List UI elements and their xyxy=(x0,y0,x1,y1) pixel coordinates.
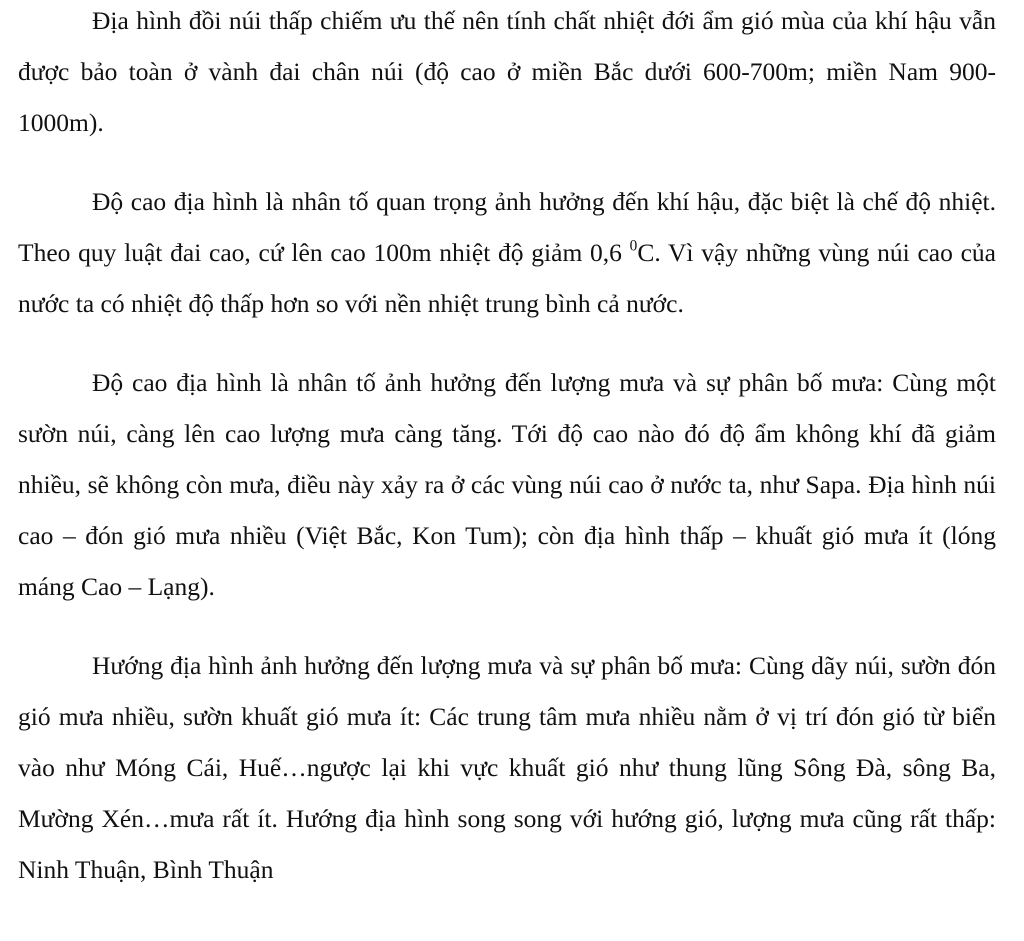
paragraph-altitude-temperature xyxy=(18,176,996,329)
paragraph-terrain-direction-rainfall: Hướng địa hình ảnh hưởng đến lượng mưa và sự phân bố mưa: Cùng dãy núi, sườn đón gió mưa nhiều, sườn khuất gió mưa ít: Các trung tâm mưa nhiều nằm ở vị trí đón gió từ biển vào như Móng Cái, Huế…ngược lại khi vực khuất gió như thung lũng Sông Đà, sông Ba, Mường Xén…mưa rất ít. Hướng địa hình song song với hướng gió, lượng mưa cũng rất thấp: Ninh Thuận, Bình Thuận xyxy=(18,651,996,884)
paragraph-lowland-climate: Địa hình đồi núi thấp chiếm ưu thế nên tính chất nhiệt đới ẩm gió mùa của khí hậu vẫn được bảo toàn ở vành đai chân núi (độ cao ở miền Bắc dưới 600-700m; miền Nam 900-1000m). xyxy=(18,6,996,137)
degree-superscript: 0 xyxy=(629,237,638,255)
paragraph-altitude-rainfall: Độ cao địa hình là nhân tố ảnh hưởng đến lượng mưa và sự phân bố mưa: Cùng một sườn núi, càng lên cao lượng mưa càng tăng. Tới độ cao nào đó độ ẩm không khí đã giảm nhiều, sẽ không còn mưa, điều này xảy ra ở các vùng núi cao ở nước ta, như Sapa. Địa hình núi cao – đón gió mưa nhiều (Việt Bắc, Kon Tum); còn địa hình thấp – khuất gió mưa ít (lóng máng Cao – Lạng). xyxy=(18,368,996,601)
paragraph-text-after-superscript: C. Vì vậy những vùng núi cao của nước ta có nhiệt độ thấp hơn so với nền nhiệt trung bình cả nước. xyxy=(18,238,996,318)
paragraph-text-before-superscript: Độ cao địa hình là nhân tố quan trọng ảnh hưởng đến khí hậu, đặc biệt là chế độ nhiệt. Theo quy luật đai cao, cứ lên cao 100m nhiệt độ giảm 0,6 xyxy=(18,187,996,267)
